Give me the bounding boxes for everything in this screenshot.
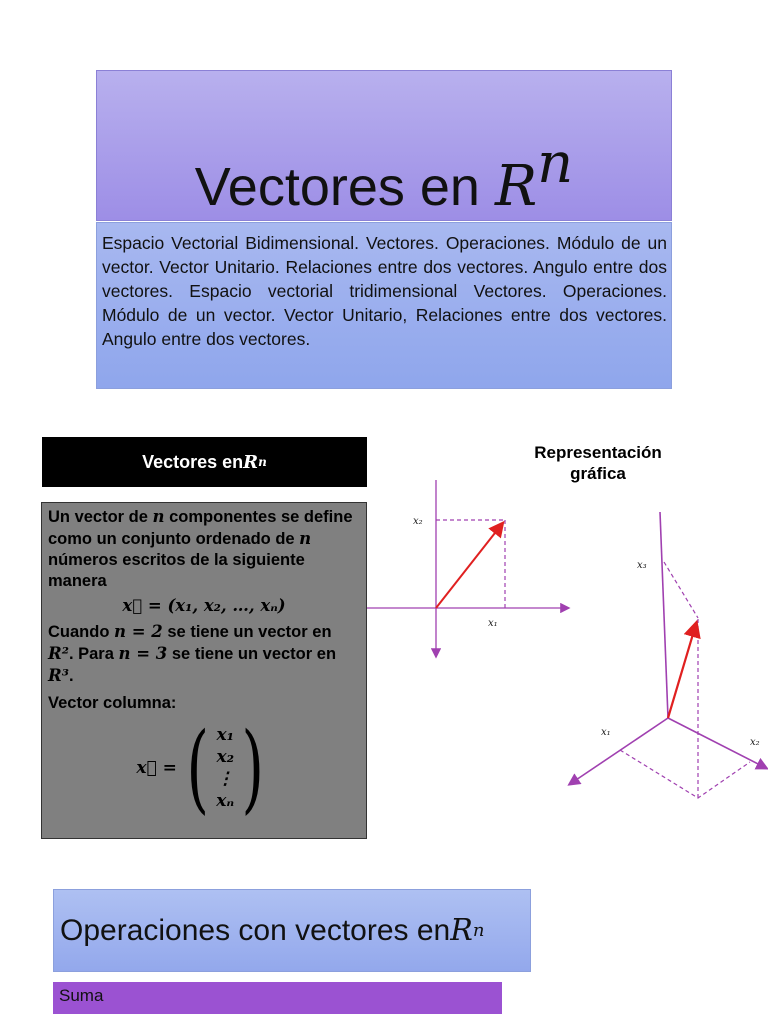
def-text-2: componentes se define como un conjunto ordenado de (48, 508, 353, 548)
def-text-3: números escritos de la siguiente manera (48, 551, 305, 590)
right-paren: ) (241, 712, 265, 824)
operations-text: Operaciones con vectores en (60, 913, 451, 947)
cuando-text-2: se tiene un vector en (162, 623, 332, 641)
n-eq-3: n = 3 (118, 644, 168, 663)
title-exp: n (537, 131, 574, 196)
label-x1-3d: x₁ (601, 727, 611, 738)
left-paren: ( (186, 712, 209, 824)
description-box: Espacio Vectorial Bidimensional. Vectores. Operaciones. Módulo de un vector. Vector Unitario. Relaciones entre dos vectores. Angulo entre dos vectores. Espacio vectorial tridimensional Vectores. Operaciones. Módulo de un vector. Vector Unitario, Relaciones entre dos vectores. Angulo entre dos vectores. (96, 222, 672, 389)
top-projection (664, 562, 698, 618)
x1-axis-3d (570, 718, 668, 784)
def-n-1: n (152, 507, 165, 526)
cuando-text-1: Cuando (48, 623, 114, 641)
diagram-3d (570, 512, 766, 798)
column-vector-lhs: x⃗ = (136, 757, 177, 778)
column-vector-label: Vector columna: (48, 694, 177, 712)
label-x3-3d: x₃ (637, 560, 647, 571)
entry-dots: ⋮ (216, 769, 234, 789)
label-x2-2d: x₂ (413, 516, 423, 527)
def-text-1: Un vector de (48, 508, 153, 526)
period: . (68, 667, 74, 685)
suma-label: Suma (53, 982, 502, 1014)
operations-exp: n (472, 920, 485, 941)
row-vector-formula: x⃗ = (x₁, x₂, …, xₙ) (122, 596, 286, 615)
vector-3d (668, 624, 696, 718)
title-text: Vectores en (194, 157, 495, 217)
def-n-2: n (299, 529, 312, 548)
cuando-text-4: se tiene un vector en (167, 645, 337, 663)
title-var: R (494, 154, 538, 219)
r3: R³ (48, 666, 69, 685)
vector-2d (436, 524, 502, 608)
operations-heading (53, 889, 531, 972)
entry-x1: x₁ (216, 725, 235, 745)
section-header-var: R (243, 451, 259, 473)
operations-var: R (450, 913, 473, 948)
n-eq-2: n = 2 (114, 622, 163, 641)
label-x1-2d: x₁ (488, 618, 498, 629)
z-axis-3d (660, 512, 668, 718)
label-x2-3d: x₂ (750, 737, 760, 748)
graphic-title: Representación gráfica (534, 443, 662, 483)
diagram-2d (367, 480, 568, 656)
base-projection (620, 750, 750, 798)
cuando-text-3: . Para (68, 645, 119, 663)
entry-x2: x₂ (216, 747, 235, 767)
r2: R² (48, 644, 69, 663)
section-header-exp: n (258, 455, 267, 469)
section-header-text: Vectores en (142, 451, 244, 472)
entry-xn: xₙ (216, 791, 235, 811)
